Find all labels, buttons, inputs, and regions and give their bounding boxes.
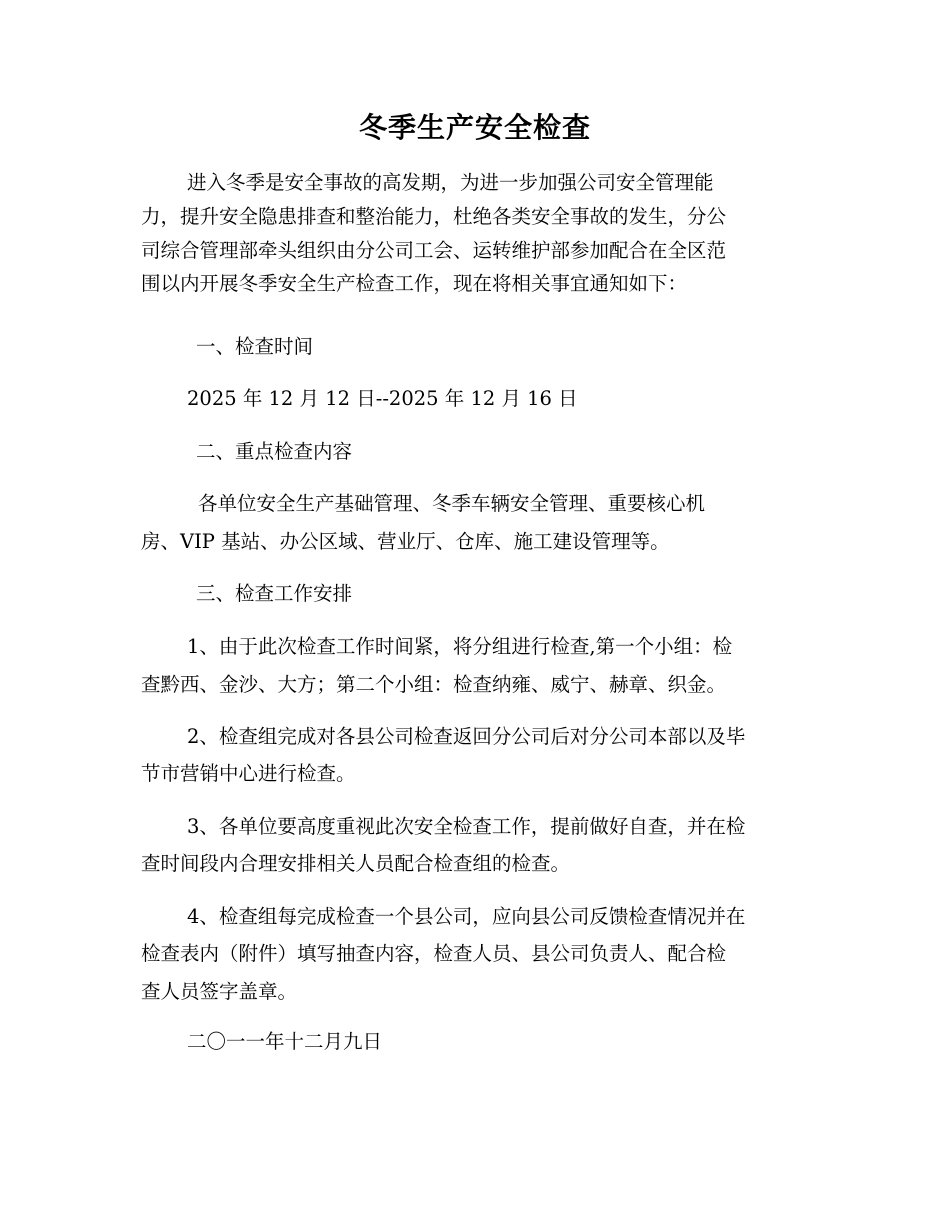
intro-line: 围以内开展冬季安全生产检查工作，现在将相关事宜通知如下： (141, 272, 688, 295)
item-line: 3、各单位要高度重视此次安全检查工作，提前做好自查，并在检 (187, 815, 746, 838)
intro-line: 进入冬季是安全事故的高发期，为进一步加强公司安全管理能 (187, 171, 714, 194)
section-heading-arrangement: 三、检查工作安排 (196, 582, 353, 605)
document-title: 冬季生产安全检查 (358, 111, 591, 144)
content-line: 各单位安全生产基础管理、冬季车辆安全管理、重要核心机 (198, 492, 706, 515)
item-line: 4、检查组每完成检查一个县公司，应向县公司反馈检查情况并在 (187, 905, 746, 928)
section-heading-time: 一、检查时间 (196, 335, 314, 358)
section-heading-content: 二、重点检查内容 (196, 440, 353, 463)
item-line: 检查表内（附件）填写抽查内容，检查人员、县公司负责人、配合检 (141, 942, 727, 965)
item-line: 节市营销中心进行检查。 (141, 762, 356, 785)
content-line: 房、VIP 基站、办公区域、营业厅、仓库、施工建设管理等。 (141, 530, 670, 553)
item-line: 查人员签字盖章。 (141, 980, 298, 1003)
item-line: 2、检查组完成对各县公司检查返回分公司后对分公司本部以及毕 (187, 725, 746, 748)
inspection-period: 2025 年 12 月 12 日--2025 年 12 月 16 日 (187, 387, 578, 410)
item-line: 查时间段内合理安排相关人员配合检查组的检查。 (141, 852, 571, 875)
item-line: 1、由于此次检查工作时间紧，将分组进行检查,第一个小组：检 (187, 635, 733, 658)
document-date: 二〇一一年十二月九日 (187, 1030, 383, 1053)
intro-line: 司综合管理部牵头组织由分公司工会、运转维护部参加配合在全区范 (141, 239, 727, 262)
item-line: 查黔西、金沙、大方；第二个小组：检查纳雍、威宁、赫章、织金。 (141, 673, 727, 696)
intro-line: 力，提升安全隐患排查和整治能力，杜绝各类安全事故的发生，分公 (141, 205, 727, 228)
